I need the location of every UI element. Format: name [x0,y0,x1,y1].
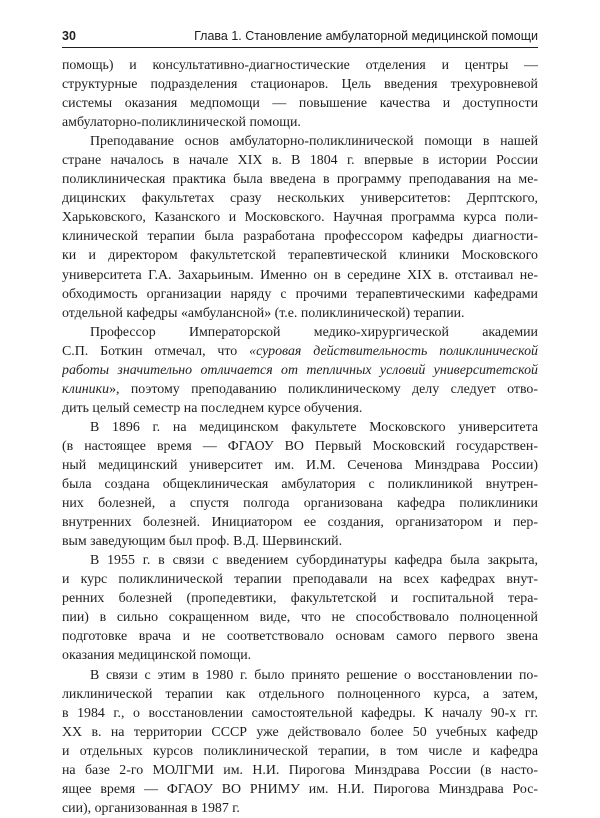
text-line: и отдельных курсов поликлинической терапии, в том числе и кафедра [62,743,538,759]
text-line: в 1984 г., о восстановлении самостоятельной кафедры. К началу 90-х гг. [62,705,538,721]
text-line: В 1955 г. в связи с введением субординатуры кафедра была закрыта, [90,553,538,569]
italic-quote: клиники [62,381,110,397]
text-line: на базе 2-го МОЛГМИ им. Н.И. Пирогова Минздрава России (в насто- [62,762,538,778]
text-line: В 1896 г. на медицинском факультете Московского университета [90,419,538,435]
text-line: Харьковского, Казанского и Московского. Научная программа курса поли- [62,210,538,226]
text-line: стране началось в начале XIX в. В 1804 г. впервые в истории России [62,153,538,169]
text-line: амбулаторно-поликлинической помощи. [62,115,301,131]
text-line: внутренних болезней. Инициатором ее создания, организатором и пер- [62,515,538,531]
page-body [62,56,538,818]
text-line [62,342,538,361]
text-line: них болезней, а спустя полгода организована кафедра поликлиники [62,496,538,512]
header-rule [62,47,538,48]
text-line: сии), организованная в 1987 г. [62,800,240,816]
text-line: структурные подразделения стационаров. Цель введения трехуровневой [62,77,538,93]
text-line [62,380,538,399]
text-line: ящее время — ФГАОУ ВО РНИМУ им. Н.И. Пирогова Минздрава Рос- [62,781,538,797]
text-line: (в настоящее время — ФГАОУ ВО Первый Московский государствен- [62,438,538,454]
paragraph-6 [62,666,538,818]
italic-quote: «суровая действительность поликлинической [249,343,538,359]
paragraph-1 [62,56,538,132]
text-line: отдельной кафедры «амбулансной» (т.е. поликлинической) терапии. [62,305,465,321]
text-line: поликлиническая практика была введена в программу преподавания на ме- [62,172,538,188]
paragraph-2 [62,132,538,322]
text-line: пии) в сильно сокращенном виде, что не способствовало полноценной [62,610,538,626]
page-number: 30 [62,29,76,43]
text-line: обходимость организации наряду с прочими терапевтическими кафедрами [62,286,538,302]
paragraph-4 [62,418,538,551]
paragraph-3 [62,323,538,418]
text-line: и курс поликлинической терапии преподавали на всех кафедрах внут- [62,572,538,588]
text-line: ренних болезней (пропедевтики, факультетской и госпитальной тера- [62,591,538,607]
text-line: подготовке врача и не соответствовало основам самого первого звена [62,629,538,645]
text-line: Профессор Императорской медико-хирургической академии [90,324,538,340]
text-line: XX в. на территории СССР уже действовало более 50 учебных кафедр [62,724,538,740]
text-line: дицинских факультетах сразу нескольких университетов: Дерптского, [62,191,538,207]
line-text: С.П. Боткин отмечал, что [62,343,238,359]
running-title: Глава 1. Становление амбулаторной медицинской помощи [194,29,538,43]
text-line: вым заведующим был проф. В.Д. Шервинский. [62,534,343,550]
text-line: помощь) и консультативно-диагностические отделения и центры — [62,58,538,73]
text-line: ки и директором факультетской терапевтической клиники Московского [62,248,538,264]
italic-quote-line: работы значительно отличается от тепличных условий университетской [62,362,538,378]
text-line: клинической терапии была разработана профессором кафедры диагности- [62,229,538,245]
paragraph-5 [62,551,538,665]
page-header [62,26,538,46]
text-line: Преподавание основ амбулаторно-поликлинической помощи в нашей [90,134,538,150]
text-line: системы оказания медпомощи — повышение качества и доступности [62,96,538,112]
text-line: В связи с этим в 1980 г. было принято решение о восстановлении по- [90,667,538,683]
text-line: университета Г.А. Захарьиным. Именно он в середине XIX в. отстаивал не- [62,267,538,283]
line-text: », поэтому преподаванию поликлиническому делу следует отво- [109,381,538,397]
text-line: оказания медицинской помощи. [62,648,252,664]
text-line: была создана общеклиническая амбулатория с поликлиникой внутрен- [62,477,538,493]
text-line: ликлинической терапии как отдельного полноценного курса, а затем, [62,686,538,702]
text-line: ный медицинский университет им. И.М. Сеченова Минздрава России) [62,457,538,473]
text-line: дить целый семестр на последнем курсе обучения. [62,400,363,416]
